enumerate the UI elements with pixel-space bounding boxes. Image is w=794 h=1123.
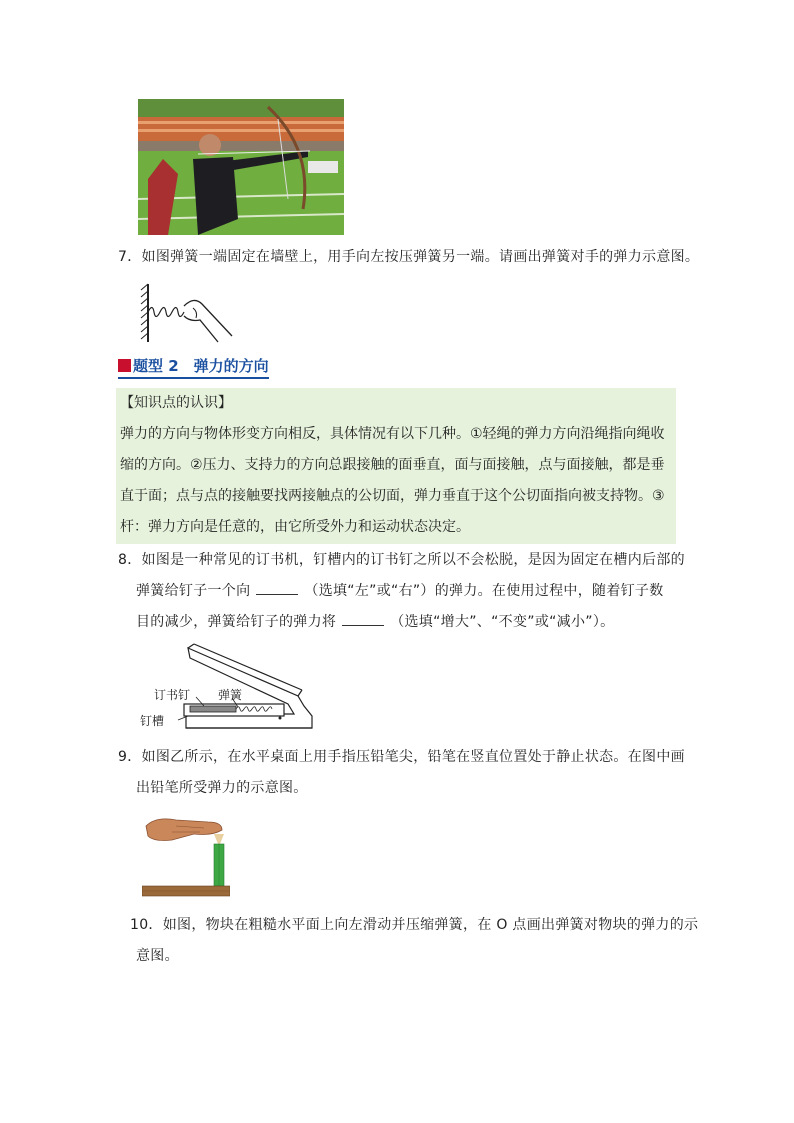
- red-square-icon: [118, 359, 131, 372]
- question-text: 如图是一种常见的订书机，钉槽内的订书钉之所以不会松脱，是因为固定在槽内后部的: [141, 552, 685, 568]
- section-header: [118, 356, 269, 379]
- knowledge-line: 弹力的方向与物体形变方向相反，具体情况有以下几种。①轻绳的弹力方向沿绳指向绳收: [120, 426, 665, 442]
- question-text: （选填“增大”、“不变”或“减小”）。: [390, 614, 615, 630]
- spring-hand-diagram: [138, 282, 238, 344]
- answer-blank[interactable]: [256, 580, 298, 595]
- question-text: 如图，物块在粗糙水平面上向左滑动并压缩弹簧，在 O 点画出弹簧对物块的弹力的示: [162, 917, 699, 933]
- knowledge-line: 缩的方向。②压力、支持力的方向总跟接触的面垂直，面与面接触，点与面接触，都是垂: [120, 457, 665, 473]
- question-text: 如图弹簧一端固定在墙壁上，用手向左按压弹簧另一端。请画出弹簧对手的弹力示意图。: [141, 249, 700, 265]
- knowledge-heading: 【知识点的认识】: [120, 395, 232, 411]
- pencil-hand-diagram: [142, 812, 230, 898]
- question-10-line2: [136, 941, 179, 972]
- question-text: 意图。: [136, 948, 179, 964]
- knowledge-line: 直于面；点与点的接触要找两接触点的公切面，弹力垂直于这个公切面指向被支持物。③: [120, 488, 665, 504]
- question-text: 出铅笔所受弹力的示意图。: [136, 780, 308, 796]
- knowledge-box: [116, 388, 676, 544]
- question-text: 弹簧给钉子一个向: [136, 583, 251, 599]
- question-8-line2: [136, 576, 664, 607]
- question-8-line3: [136, 607, 614, 638]
- archer-photo: [138, 99, 344, 235]
- question-8: [118, 545, 685, 576]
- answer-blank[interactable]: [342, 611, 384, 626]
- question-7: [118, 242, 699, 273]
- question-text: 如图乙所示，在水平桌面上用手指压铅笔尖，铅笔在竖直位置处于静止状态。在图中画: [141, 749, 685, 765]
- question-9-line2: [136, 773, 308, 804]
- question-text: （选填“左”或“右”）的弹力。在使用过程中，随着钉子数: [304, 583, 664, 599]
- question-10: [130, 910, 698, 941]
- question-number: 7．: [118, 249, 142, 265]
- question-number: 9．: [118, 749, 142, 765]
- staple-label: 订书钉: [154, 688, 191, 702]
- question-text: 目的减少，弹簧给钉子的弹力将: [136, 614, 337, 630]
- question-number: 10．: [130, 917, 163, 933]
- knowledge-line: 杆：弹力方向是任意的，由它所受外力和运动状态决定。: [120, 519, 470, 535]
- spring-label: 弹簧: [218, 688, 243, 702]
- question-9: [118, 742, 685, 773]
- question-number: 8．: [118, 552, 142, 568]
- section-title: 题型 2 弹力的方向: [133, 357, 269, 375]
- slot-label: 钉槽: [140, 714, 165, 728]
